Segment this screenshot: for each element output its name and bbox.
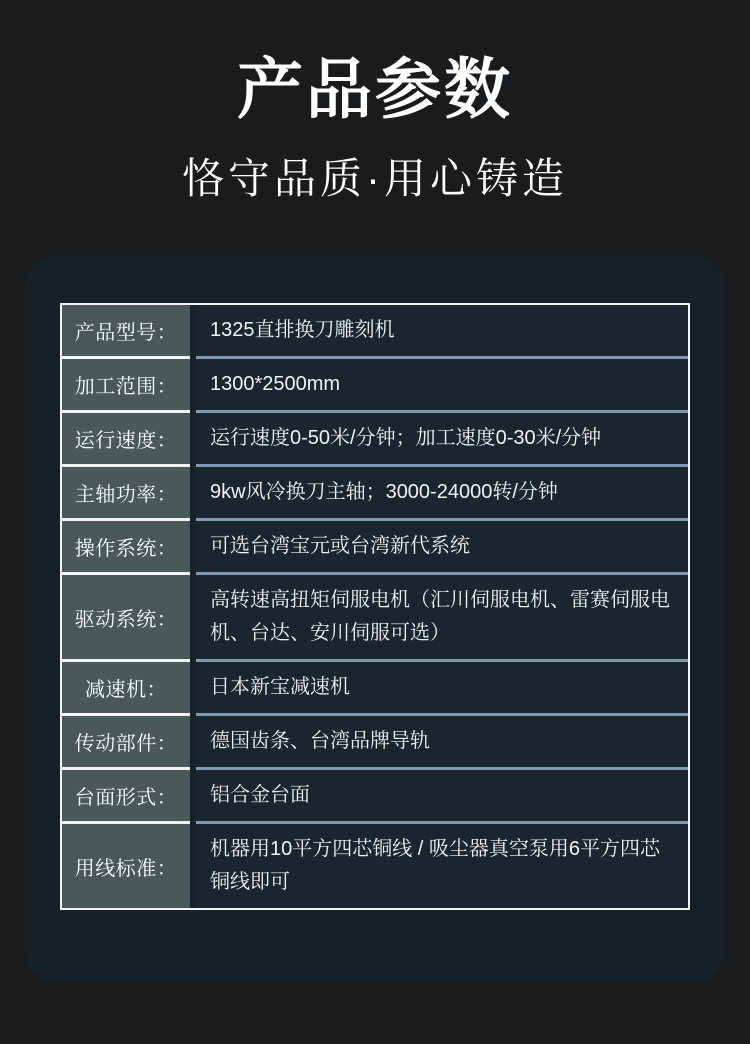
spec-label: 主轴功率： xyxy=(62,467,190,521)
spec-value: 运行速度0-50米/分钟；加工速度0-30米/分钟 xyxy=(196,413,688,467)
spec-label: 传动部件： xyxy=(62,716,190,770)
spec-value: 机器用10平方四芯铜线 / 吸尘器真空泵用6平方四芯铜线即可 xyxy=(196,824,688,908)
table-row xyxy=(62,521,688,575)
table-row xyxy=(62,467,688,521)
table-row xyxy=(62,575,688,662)
spec-value: 高转速高扭矩伺服电机（汇川伺服电机、雷赛伺服电机、台达、安川伺服可选） xyxy=(196,575,688,662)
table-row xyxy=(62,824,688,908)
spec-value: 1325直排换刀雕刻机 xyxy=(196,305,688,359)
table-row xyxy=(62,770,688,824)
spec-value: 9kw风冷换刀主轴；3000-24000转/分钟 xyxy=(196,467,688,521)
spec-panel xyxy=(25,255,725,982)
spec-label: 运行速度： xyxy=(62,413,190,467)
spec-label: 加工范围： xyxy=(62,359,190,413)
table-row xyxy=(62,305,688,359)
spec-value: 日本新宝减速机 xyxy=(196,662,688,716)
spec-label: 驱动系统： xyxy=(62,575,190,662)
table-row xyxy=(62,716,688,770)
table-row xyxy=(62,662,688,716)
spec-table xyxy=(60,303,690,910)
spec-label: 台面形式： xyxy=(62,770,190,824)
spec-value: 1300*2500mm xyxy=(196,359,688,413)
spec-value: 德国齿条、台湾品牌导轨 xyxy=(196,716,688,770)
spec-value: 可选台湾宝元或台湾新代系统 xyxy=(196,521,688,575)
spec-label: 操作系统： xyxy=(62,521,190,575)
table-row xyxy=(62,413,688,467)
spec-label: 用线标准： xyxy=(62,824,190,908)
page-title: 产品参数 xyxy=(237,52,513,126)
table-row xyxy=(62,359,688,413)
spec-label: 产品型号： xyxy=(62,305,190,359)
spec-value: 铝合金台面 xyxy=(196,770,688,824)
page-subtitle: 恪守品质·用心铸造 xyxy=(182,154,568,202)
spec-label: 减速机： xyxy=(62,662,190,716)
